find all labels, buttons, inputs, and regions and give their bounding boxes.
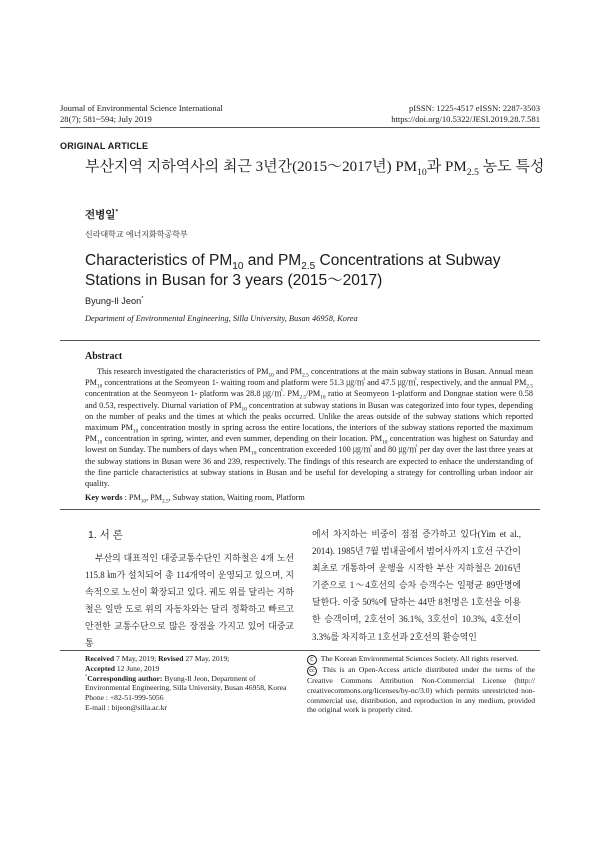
title-en-part: Characteristics of PM <box>85 252 233 269</box>
body-column-right: 에서 차지하는 비중이 점점 증가하고 있다(Yim et al., 2014). 1985년 7월 범내골에서 범어사까지 1호선 구간이 최초로 개통하여 운행을 시작한 부산 지하철은 2016년 기준으로 1～4호선의 승차 승객수는 일평균 89만명에 달한다. 이중 50%에 달하는 44만 8천명은 1호선을 이용한 승객이며, 2호선이 36.1%, 3호선이 10.3%, 4호선이 3.3%를 차지하고 1호선과 2호선의 환승역인 <box>312 529 521 642</box>
author-en-name: Byung-Il Jeon <box>85 296 142 306</box>
keywords <box>85 493 533 505</box>
corr-text: Byung-Il Jeon, Department of Environmental Engineering, Silla University, Busan 46958, Korea <box>85 673 287 693</box>
subscript: 10 <box>251 451 257 458</box>
title-en-part: Concentrations at Subway Stations in Busan for 3 years (2015～2017) <box>85 252 501 289</box>
abstract-heading: Abstract <box>85 351 123 362</box>
copyright-line <box>307 654 535 665</box>
abstract-text: and PM <box>273 367 303 376</box>
section-heading: 1. 서 론 <box>88 529 123 541</box>
author-english <box>85 296 143 306</box>
abstract-text: concentration mostly in spring across the entire locations, the interiors of the subway stations reported the maximum PM <box>85 423 533 444</box>
keyword-text: : PM <box>122 493 141 502</box>
abstract-text: concentrations at the main subway stations in Busan. Annual mean PM <box>85 367 533 388</box>
email-link[interactable]: E-mail : bijeon@silla.ac.kr <box>85 702 168 712</box>
issn-doi-header <box>391 103 540 125</box>
subscript: 2.5 <box>299 395 307 402</box>
abstract-text: concentrations at the Seomyeon 1- waiting room and platform were 51.3 ㎍/㎥ and 47.5 ㎍/㎥, respectively, and the annual PM <box>102 378 527 388</box>
title-ko-subscript: 10 <box>417 167 427 178</box>
received-label: Received <box>85 654 115 663</box>
author-ko-name: 전병일 <box>85 209 116 221</box>
abstract-text: concentration at the Seomyeon 1- platform was 28.8 ㎍/㎥. PM <box>85 389 300 399</box>
title-ko-part: 농도 특성 <box>478 159 545 175</box>
subscript: 10 <box>132 428 139 435</box>
received-revised <box>85 654 300 664</box>
keyword-text: , PM <box>146 493 162 502</box>
subscript: 10 <box>382 439 388 446</box>
subscript: 2.5 <box>302 372 309 379</box>
body-column-left: 부산의 대표적인 대중교통수단인 지하철은 4개 노선 115.8 ㎞가 설치되어 총 114개역이 운영되고 있으며, 지속적으로 노선이 확장되고 있다. 궤도 위를 달리는 지하철은 일반 도로 위의 자동차와는 달리 정확하고 빠르고 안전한 교통수단으로 많은 장점을 가지고 있어 대중교통 <box>85 553 294 649</box>
subscript: 2.5 <box>526 383 533 390</box>
author-ko-mark: * <box>115 208 118 216</box>
license-text: This is an Open-Access article distributed under the terms of the Creative Commons Attribution Non-Commercial License (http:// creativecommons.org/licenses/by-nc/3.0) which permits unrestricted non-commercial use, distribution, and reproduction in any medium, provided the original work is properly cited. <box>307 665 535 715</box>
abstract-text: ratio at Seomyeon 1-platform and Dongnae station were 0.58 and 0.53, respectively. Diurnal variation of PM <box>85 389 533 410</box>
article-type: ORIGINAL ARTICLE <box>60 141 149 151</box>
affiliation-korean: 신라대학교 에너지화학공학부 <box>85 230 188 239</box>
abstract-text: /PM <box>306 389 321 399</box>
footnote-divider <box>60 650 540 651</box>
abstract-body <box>85 366 533 489</box>
title-en-part: and PM <box>243 252 302 269</box>
abstract-text: This research investigated the characteristics of PM <box>97 367 269 376</box>
keyword-text: , Subway station, Waiting room, Platform <box>168 493 305 502</box>
keywords-divider <box>60 509 540 510</box>
revised-label: Revised <box>158 654 184 663</box>
subscript: 10 <box>96 383 103 390</box>
abstract-text: concentration in spring, winter, and even summer, depending on their location. PM <box>102 434 383 444</box>
corr-mark: * <box>85 673 88 679</box>
abstract-text: concentration was highest on Saturday and lowest on Sunday. The numbers of days when PM <box>85 434 533 455</box>
abstract-text: concentration exceeded 100 ㎍/㎥ and 80 ㎍/㎥ per day over the last three years at the subway stations in Busan were 36 and 239, respectively. The findings of this research are expected to enhace the understanding of the fine particle characteristics at subway stations in Busan and be useful for developing a strategy for controlling urban indoor air quality. <box>85 445 533 489</box>
title-en-subscript: 10 <box>232 261 244 273</box>
article-history <box>85 654 300 713</box>
header-divider <box>60 127 540 128</box>
affiliation-english: Department of Environmental Engineering, Silla University, Busan 46958, Korea <box>85 314 358 323</box>
subscript: 10 <box>268 372 274 379</box>
subscript: 10 <box>140 498 147 505</box>
creative-commons-icon: cc <box>307 666 317 676</box>
license-line <box>307 665 535 715</box>
doi-link[interactable]: https://doi.org/10.5322/JESI.2019.28.7.581 <box>391 114 540 124</box>
title-ko-part: 과 PM <box>426 159 467 175</box>
author-korean <box>85 207 118 222</box>
accepted <box>85 664 300 674</box>
revised-date: 27 May, 2019; <box>183 654 230 663</box>
journal-header <box>60 103 223 125</box>
corresponding-author <box>85 674 300 694</box>
volume-pages: 28(7); 581~594; July 2019 <box>60 114 152 124</box>
title-ko-part: 부산지역 지하역사의 최근 3년간(2015～2017년) PM <box>85 159 418 175</box>
title-english <box>85 251 545 290</box>
title-en-subscript: 2.5 <box>301 261 316 273</box>
copyright-notice <box>307 654 535 715</box>
title-ko-subscript: 2.5 <box>466 167 479 178</box>
subscript: 10 <box>241 406 247 413</box>
accepted-date: 12 June, 2019 <box>114 663 160 673</box>
corr-label: Corresponding author: <box>87 673 163 683</box>
accepted-label: Accepted <box>85 663 115 673</box>
subscript: 2.5 <box>162 498 169 505</box>
copyright-text: The Korean Environmental Sciences Society. All rights reserved. <box>319 654 519 663</box>
abstract-text: concentration at subway stations in Busan was categorized into four types, depending on the number of peaks and the times at which the peaks occurred. Unlike the areas outside of the subway stations which reported maximum PM <box>85 400 533 433</box>
keywords-label: Key words <box>85 493 123 502</box>
phone: Phone : +82-51-999-5056 <box>85 693 164 703</box>
author-en-mark: * <box>141 295 144 302</box>
abstract-top-divider <box>60 340 540 341</box>
received-date: 7 May, 2019; <box>114 654 159 663</box>
copyright-icon: C <box>307 655 317 665</box>
issn: pISSN: 1225-4517 eISSN: 2287-3503 <box>408 103 540 113</box>
subscript: 10 <box>320 395 326 402</box>
journal-name: Journal of Environmental Science International <box>60 103 223 113</box>
title-korean <box>85 158 545 177</box>
subscript: 10 <box>96 439 103 446</box>
